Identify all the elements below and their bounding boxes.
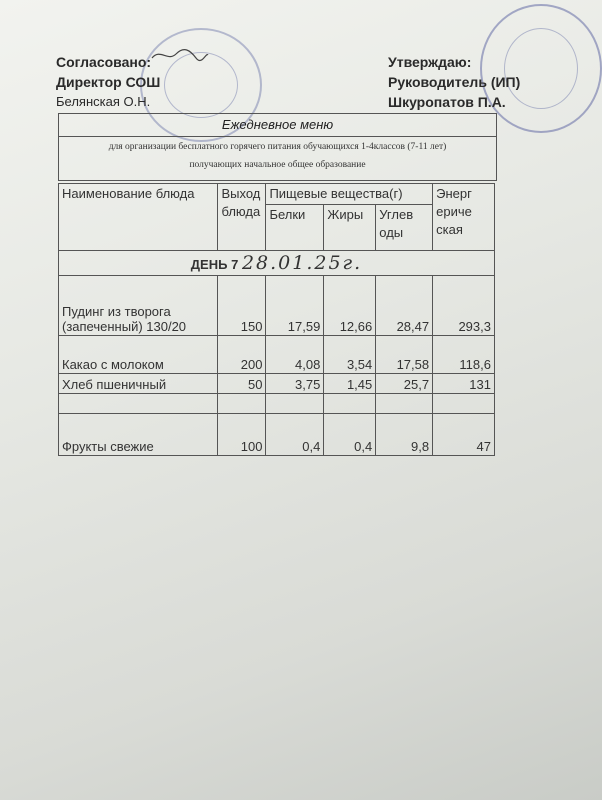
day-row (59, 251, 495, 276)
fats-cell: 12,66 (324, 276, 376, 336)
col-proteins-header: Белки (266, 205, 324, 251)
dish-name-line1: Пудинг из творога (62, 304, 171, 319)
dish-cell (59, 276, 218, 336)
menu-table (58, 183, 495, 456)
dish-cell: Какао с молоком (59, 336, 218, 374)
col-energy-line2: ериче (436, 204, 472, 219)
col-fats-header: Жиры (324, 205, 376, 251)
agreed-label: Согласовано: (56, 54, 152, 70)
approved-label: Утверждаю: (388, 54, 472, 70)
table-row (59, 374, 495, 394)
menu-subtitle-line1: для организации бесплатного горячего питания обучающихся 1-4классов (7-11 лет) (108, 142, 447, 152)
col-carbs-header (376, 205, 433, 251)
empty-table-row (59, 394, 495, 414)
menu-header (58, 113, 497, 181)
yield-cell: 200 (218, 336, 266, 374)
col-dish-header: Наименование блюда (59, 184, 218, 251)
proteins-cell: 4,08 (266, 336, 324, 374)
proteins-cell: 17,59 (266, 276, 324, 336)
dish-name-line2: (запеченный) 130/20 (62, 319, 187, 334)
proteins-cell: 3,75 (266, 374, 324, 394)
col-yield-line2: блюда (221, 204, 261, 219)
proteins-cell: 0,4 (266, 414, 324, 456)
energy-cell: 47 (433, 414, 495, 456)
energy-cell: 293,3 (433, 276, 495, 336)
table-row (59, 414, 495, 456)
head-position: Руководитель (ИП) (388, 74, 521, 90)
energy-cell: 131 (433, 374, 495, 394)
col-yield-line1: Выход (221, 186, 261, 201)
carbs-cell: 25,7 (376, 374, 433, 394)
yield-cell: 100 (218, 414, 266, 456)
yield-cell: 50 (218, 374, 266, 394)
dish-cell: Фрукты свежие (59, 414, 218, 456)
menu-title: Ежедневное меню (59, 114, 496, 137)
director-name: Белянская О.Н. (56, 94, 151, 109)
table-row (59, 276, 495, 336)
col-energy-line3: ская (436, 222, 463, 237)
col-energy-header (433, 184, 495, 251)
col-carbs-line2: оды (379, 225, 404, 240)
agreed-block (56, 52, 160, 112)
dish-cell: Хлеб пшеничный (59, 374, 218, 394)
table-row (59, 336, 495, 374)
day-date: 28.01.25г. (241, 252, 363, 274)
day-label: ДЕНЬ 7 (190, 257, 239, 272)
menu-subtitle-line2: получающих начальное общее образование (189, 160, 366, 170)
director-position: Директор СОШ (56, 74, 161, 90)
col-carbs-line1: Углев (379, 207, 414, 222)
carbs-cell: 9,8 (376, 414, 433, 456)
approved-block (388, 52, 520, 112)
energy-cell: 118,6 (433, 336, 495, 374)
col-energy-line1: Энерг (436, 186, 472, 201)
carbs-cell: 28,47 (376, 276, 433, 336)
yield-cell: 150 (218, 276, 266, 336)
carbs-cell: 17,58 (376, 336, 433, 374)
col-nutrients-header: Пищевые вещества(г) (266, 184, 433, 205)
head-name: Шкуропатов П.А. (388, 94, 506, 110)
fats-cell: 0,4 (324, 414, 376, 456)
col-yield-header (218, 184, 266, 251)
fats-cell: 3,54 (324, 336, 376, 374)
fats-cell: 1,45 (324, 374, 376, 394)
menu-subtitle (59, 137, 496, 181)
